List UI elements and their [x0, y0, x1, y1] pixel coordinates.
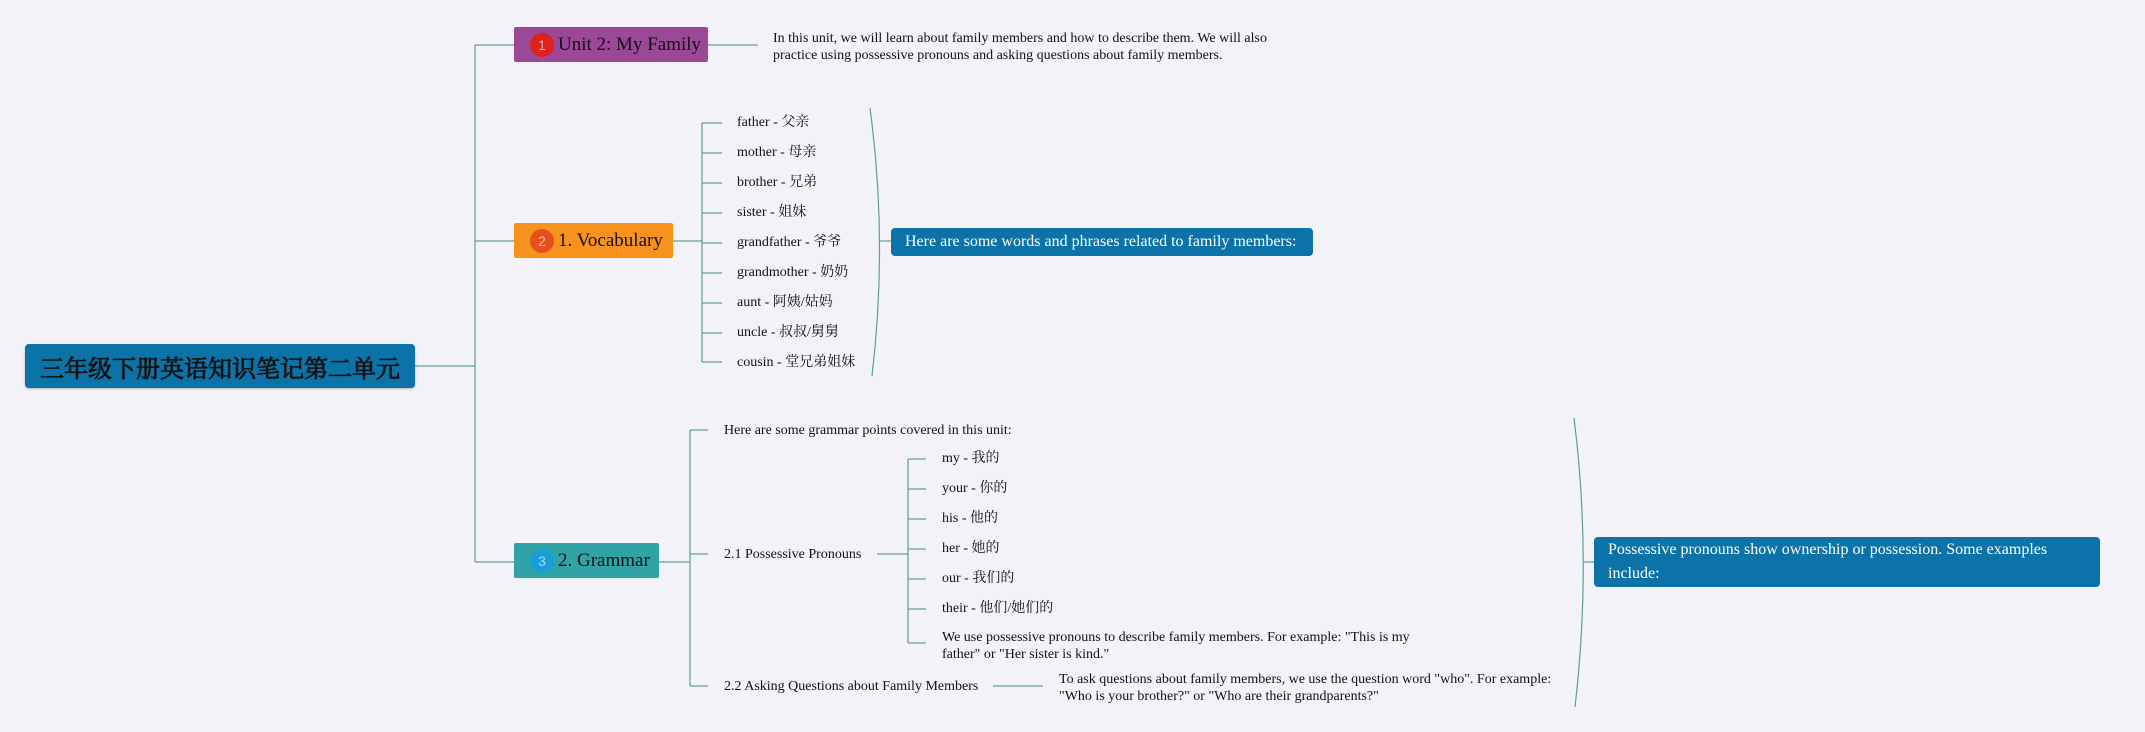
vocab-item-grandfather: grandfather - 爷爷: [737, 235, 842, 250]
badge-3: 3: [530, 549, 554, 573]
topic-vocabulary[interactable]: [514, 223, 673, 258]
topic-unit-title: Unit 2: My Family: [558, 33, 702, 55]
pronoun-item-our: our - 我们的: [942, 571, 1015, 586]
root-title: 三年级下册英语知识笔记第二单元: [40, 354, 400, 383]
vocab-item-brother: brother - 兄弟: [737, 175, 818, 190]
grammar-intro: Here are some grammar points covered in this unit:: [724, 423, 1012, 438]
asking-questions-title: 2.2 Asking Questions about Family Members: [724, 679, 979, 694]
topic-unit[interactable]: [514, 27, 708, 62]
vocab-item-cousin: cousin - 堂兄弟姐妹: [737, 355, 856, 370]
vocab-item-mother: mother - 母亲: [737, 145, 817, 160]
pronoun-item-their: their - 他们/她们的: [942, 601, 1054, 616]
pronoun-item-his: his - 他的: [942, 511, 998, 526]
possessive-pronouns-title: 2.1 Possessive Pronouns: [724, 547, 862, 562]
pronoun-item-your: your - 你的: [942, 481, 1008, 496]
vocab-item-grandmother: grandmother - 奶奶: [737, 265, 849, 280]
unit-intro: In this unit, we will learn about family members and how to describe them. We will also practice using possessive pronouns and asking questions about family members.: [773, 31, 1267, 63]
topic-vocabulary-title: 1. Vocabulary: [558, 229, 663, 251]
badge-2: 2: [530, 229, 554, 253]
grammar-summary[interactable]: Possessive pronouns show ownership or possession. Some examples include:: [1594, 537, 2100, 587]
pronoun-item-my: my - 我的: [942, 451, 1000, 466]
vocab-item-uncle: uncle - 叔叔/舅舅: [737, 325, 839, 340]
vocabulary-summary[interactable]: Here are some words and phrases related to family members:: [891, 228, 1313, 256]
vocab-item-sister: sister - 姐妹: [737, 205, 807, 220]
asking-questions-note: To ask questions about family members, we use the question word "who". For example: "Who is your brother?" or "Who are their grandparents?": [1059, 672, 1552, 704]
root-node[interactable]: [25, 344, 415, 388]
vocab-item-father: father - 父亲: [737, 115, 810, 130]
vocab-item-aunt: aunt - 阿姨/姑妈: [737, 295, 833, 310]
pronoun-item-her: her - 她的: [942, 541, 1000, 556]
topic-grammar[interactable]: [514, 543, 659, 578]
badge-1: 1: [530, 33, 554, 57]
topic-grammar-title: 2. Grammar: [558, 549, 650, 571]
possessive-note: We use possessive pronouns to describe family members. For example: "This is my father" or "Her sister is kind.": [942, 630, 1410, 662]
